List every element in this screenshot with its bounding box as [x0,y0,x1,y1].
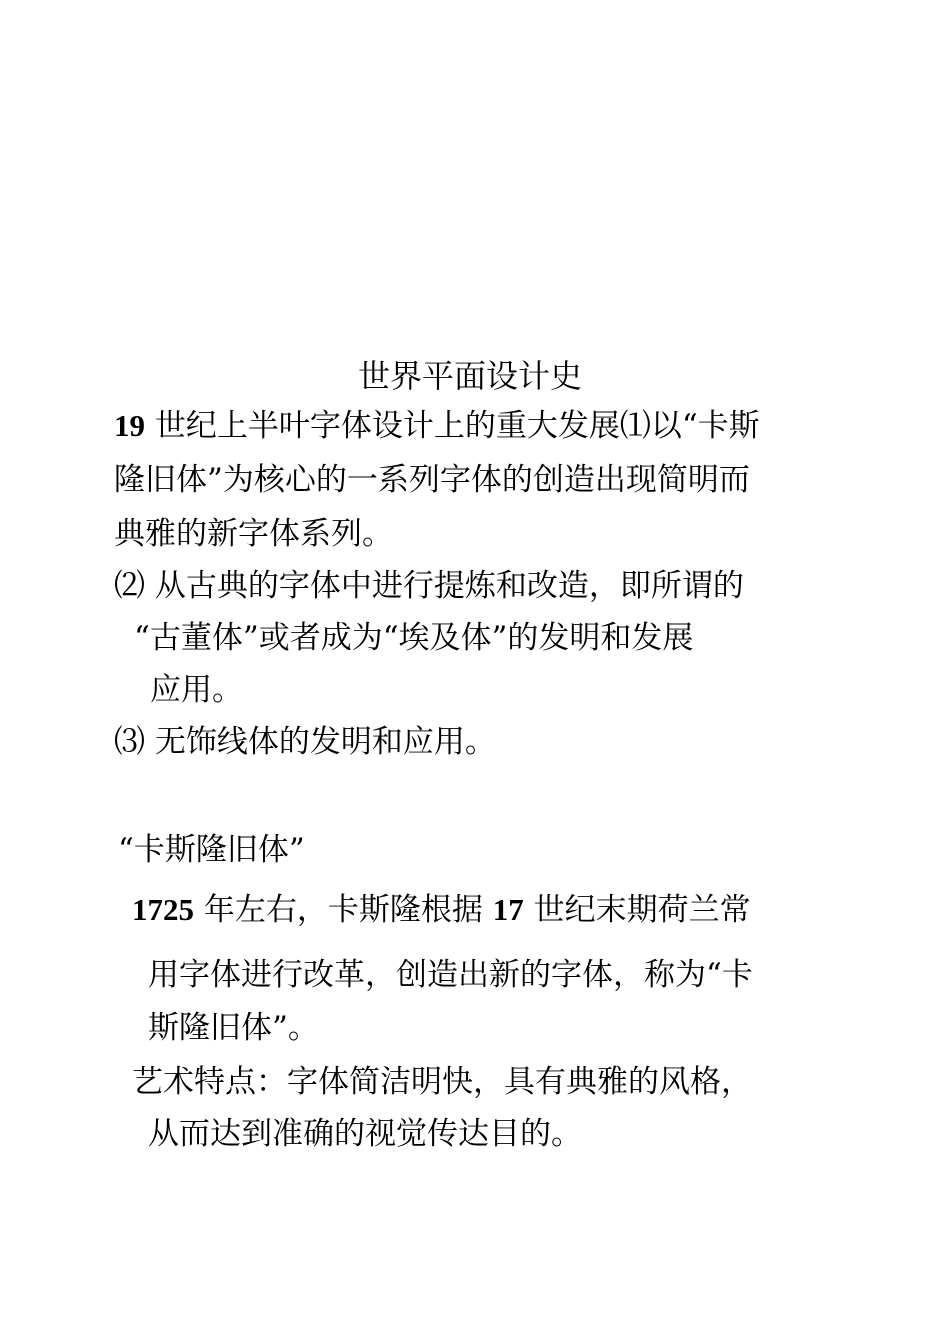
item3-line-1: ⑶ 无饰线体的发明和应用。 [114,724,496,760]
item2-line-1: ⑵ 从古典的字体中进行提炼和改造，即所谓的 [114,568,744,604]
section-para3-line-2: 从而达到准确的视觉传达目的。 [148,1116,582,1152]
section-para2-line-2: 斯隆旧体”。 [148,1010,319,1046]
section-para1-line [132,890,751,930]
section-para3-line-1: 艺术特点：字体简洁明快，具有典雅的风格， [132,1064,752,1100]
intro-line-1-text: 世纪上半叶字体设计上的重大发展⑴以“卡斯 [145,408,760,444]
section-para2-line-1: 用字体进行改革，创造出新的字体，称为“卡 [148,957,753,993]
century-number: 17 [492,892,524,927]
intro-line-2: 隆旧体”为核心的一系列字体的创造出现简明而 [114,462,750,498]
page-title: 世界平面设计史 [358,357,583,395]
intro-line-3: 典雅的新字体系列。 [114,516,393,552]
year-number: 1725 [132,892,194,927]
intro-line-1 [114,406,760,446]
intro-century-number: 19 [114,408,145,443]
item2-line-3: 应用。 [150,672,243,708]
item2-line-2: “古董体”或者成为“埃及体”的发明和发展 [134,620,694,656]
para1-text-2: 世纪末期荷兰常 [523,892,751,928]
section-heading: “卡斯隆旧体” [118,832,305,868]
para1-text-1: 年左右，卡斯隆根据 [194,892,493,928]
